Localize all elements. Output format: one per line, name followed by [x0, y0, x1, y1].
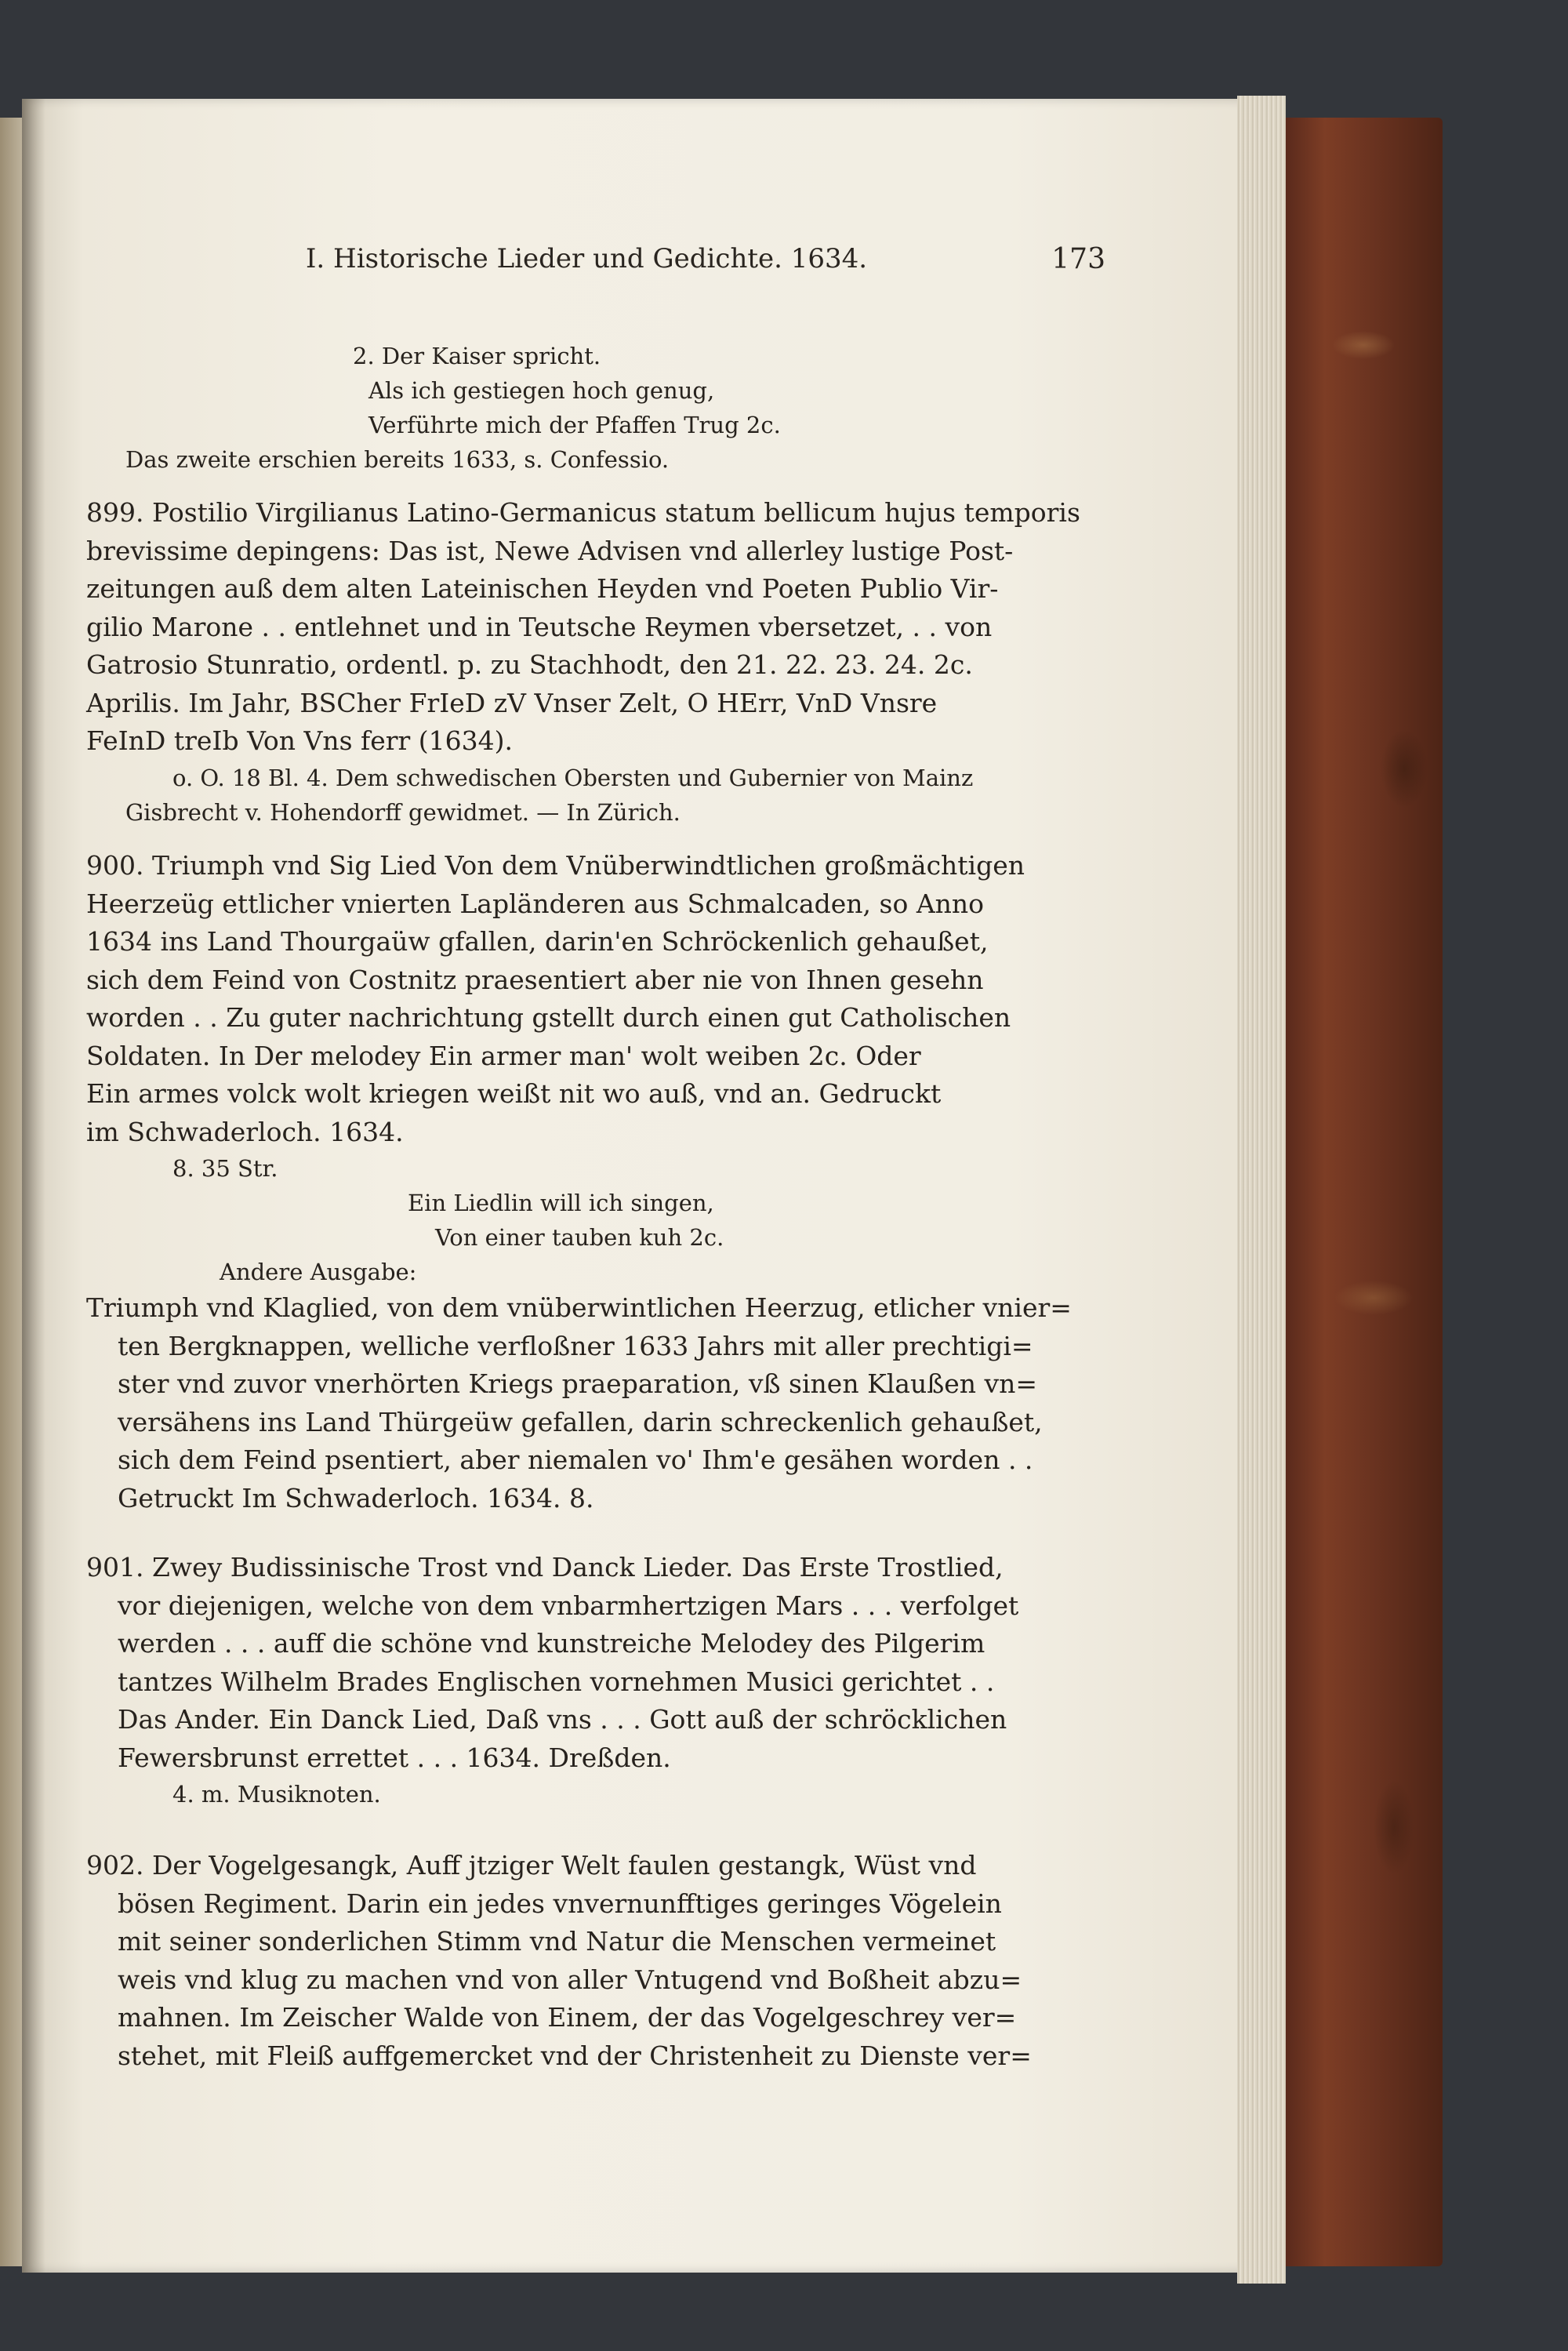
entry-line: Das Ander. Ein Danck Lied, Daß vns . . . Gott auß der schröcklichen: [118, 1704, 1007, 1735]
gutter-shadow: [22, 99, 45, 2273]
entry-line: ten Bergknappen, welliche verfloßner 1633 Jahrs mit aller prechtigi=: [118, 1330, 1033, 1361]
entry-line: 1634 ins Land Thourgaüw gfallen, darin'en Schröckenlich gehaußet,: [86, 926, 989, 957]
running-header: [306, 243, 1105, 274]
entry-line: Aprilis. Im Jahr, BSCher FrIeD zV Vnser Zelt, O HErr, VnD Vnsre: [86, 687, 938, 718]
intro-line: Als ich gestiegen hoch genug,: [368, 377, 715, 404]
intro-block: [86, 339, 1113, 477]
entry-line: Triumph vnd Klaglied, von dem vnüberwintlichen Heerzug, etlicher vnier=: [86, 1292, 1072, 1323]
page-fore-edge: [1237, 96, 1286, 2284]
entry-line: mahnen. Im Zeischer Walde von Einem, der das Vogelgeschrey ver=: [118, 2002, 1017, 2033]
entry-line: weis vnd klug zu machen vnd von aller Vntugend vnd Boßheit abzu=: [118, 1964, 1022, 1995]
entry-902: [86, 1847, 1113, 2075]
entry-899: [86, 494, 1113, 830]
page-number: 173: [1051, 243, 1105, 275]
entry-900: [86, 847, 1113, 1517]
header-title: I. Historische Lieder und Gedichte. 1634.: [306, 243, 868, 274]
entry-901: [86, 1549, 1113, 1811]
intro-line: 2. Der Kaiser spricht.: [353, 343, 601, 369]
entry-note: 4. m. Musiknoten.: [172, 1781, 381, 1808]
intro-line: Verführte mich der Pfaffen Trug 2c.: [368, 412, 781, 438]
entry-line: Soldaten. In Der melodey Ein armer man' wolt weiben 2c. Oder: [86, 1040, 921, 1071]
entry-line: Fewersbrunst errettet . . . 1634. Dreßden.: [118, 1742, 671, 1773]
entry-line: 899. Postilio Virgilianus Latino-Germanicus statum bellicum hujus temporis: [86, 497, 1080, 528]
entry-line: brevissime depingens: Das ist, Newe Advisen vnd allerley lustige Post-: [86, 535, 1014, 566]
entry-line: Gatrosio Stunratio, ordentl. p. zu Stachhodt, den 21. 22. 23. 24. 2c.: [86, 649, 973, 680]
verse-line: Ein Liedlin will ich singen,: [408, 1190, 714, 1216]
entry-line: Getruckt Im Schwaderloch. 1634. 8.: [118, 1482, 594, 1513]
entry-note: 8. 35 Str.: [172, 1155, 278, 1182]
entry-line: vor diejenigen, welche von dem vnbarmhertzigen Mars . . . verfolget: [118, 1590, 1019, 1621]
verse-line: Von einer tauben kuh 2c.: [435, 1224, 724, 1251]
entry-line: zeitungen auß dem alten Lateinischen Heyden vnd Poeten Publio Vir-: [86, 573, 999, 604]
entry-line: gilio Marone . . entlehnet und in Teutsche Reymen vbersetzet, . . von: [86, 611, 993, 642]
entry-note: o. O. 18 Bl. 4. Dem schwedischen Obersten und Gubernier von Mainz: [172, 764, 974, 791]
intro-line: Das zweite erschien bereits 1633, s. Confessio.: [125, 446, 670, 473]
entry-line: Ein armes volck wolt kriegen weißt nit wo auß, vnd an. Gedruckt: [86, 1078, 942, 1109]
entry-note: Gisbrecht v. Hohendorff gewidmet. — In Zürich.: [125, 798, 681, 826]
entry-line: werden . . . auff die schöne vnd kunstreiche Melodey des Pilgerim: [118, 1628, 985, 1659]
entry-line: FeInD treIb Von Vns ferr (1634).: [86, 725, 514, 756]
entry-line: ster vnd zuvor vnerhörten Kriegs praeparation, vß sinen Klaußen vn=: [118, 1368, 1038, 1399]
entry-line: mit seiner sonderlichen Stimm vnd Natur die Menschen vermeinet: [118, 1926, 996, 1957]
entry-line: stehet, mit Fleiß auffgemercket vnd der Christenheit zu Dienste ver=: [118, 2040, 1032, 2071]
entry-line: worden . . Zu guter nachrichtung gstellt durch einen gut Catholischen: [86, 1002, 1011, 1033]
entry-line: Heerzeüg ettlicher vnierten Lapländeren aus Schmalcaden, so Anno: [86, 888, 985, 919]
entry-line: sich dem Feind von Costnitz praesentiert aber nie von Ihnen gesehn: [86, 964, 984, 995]
cover-marbling: [1333, 133, 1435, 2251]
entry-line: versähens ins Land Thürgeüw gefallen, darin schreckenlich gehaußet,: [118, 1406, 1043, 1437]
entry-line: 901. Zwey Budissinische Trost vnd Danck Lieder. Das Erste Trostlied,: [86, 1552, 1004, 1582]
entry-line: tantzes Wilhelm Brades Englischen vornehmen Musici gerichtet . .: [118, 1666, 995, 1697]
entry-line: sich dem Feind psentiert, aber niemalen vo' Ihm'e gesähen worden . .: [118, 1444, 1033, 1475]
entry-line: bösen Regiment. Darin ein jedes vnvernunfftiges geringes Vögelein: [118, 1888, 1002, 1919]
entry-line: 900. Triumph vnd Sig Lied Von dem Vnüberwindtlichen großmächtigen: [86, 850, 1025, 881]
alt-edition-label: Andere Ausgabe:: [220, 1259, 417, 1285]
entry-line: im Schwaderloch. 1634.: [86, 1116, 404, 1147]
entry-line: 902. Der Vogelgesangk, Auff jtziger Welt faulen gestangk, Wüst vnd: [86, 1850, 977, 1880]
